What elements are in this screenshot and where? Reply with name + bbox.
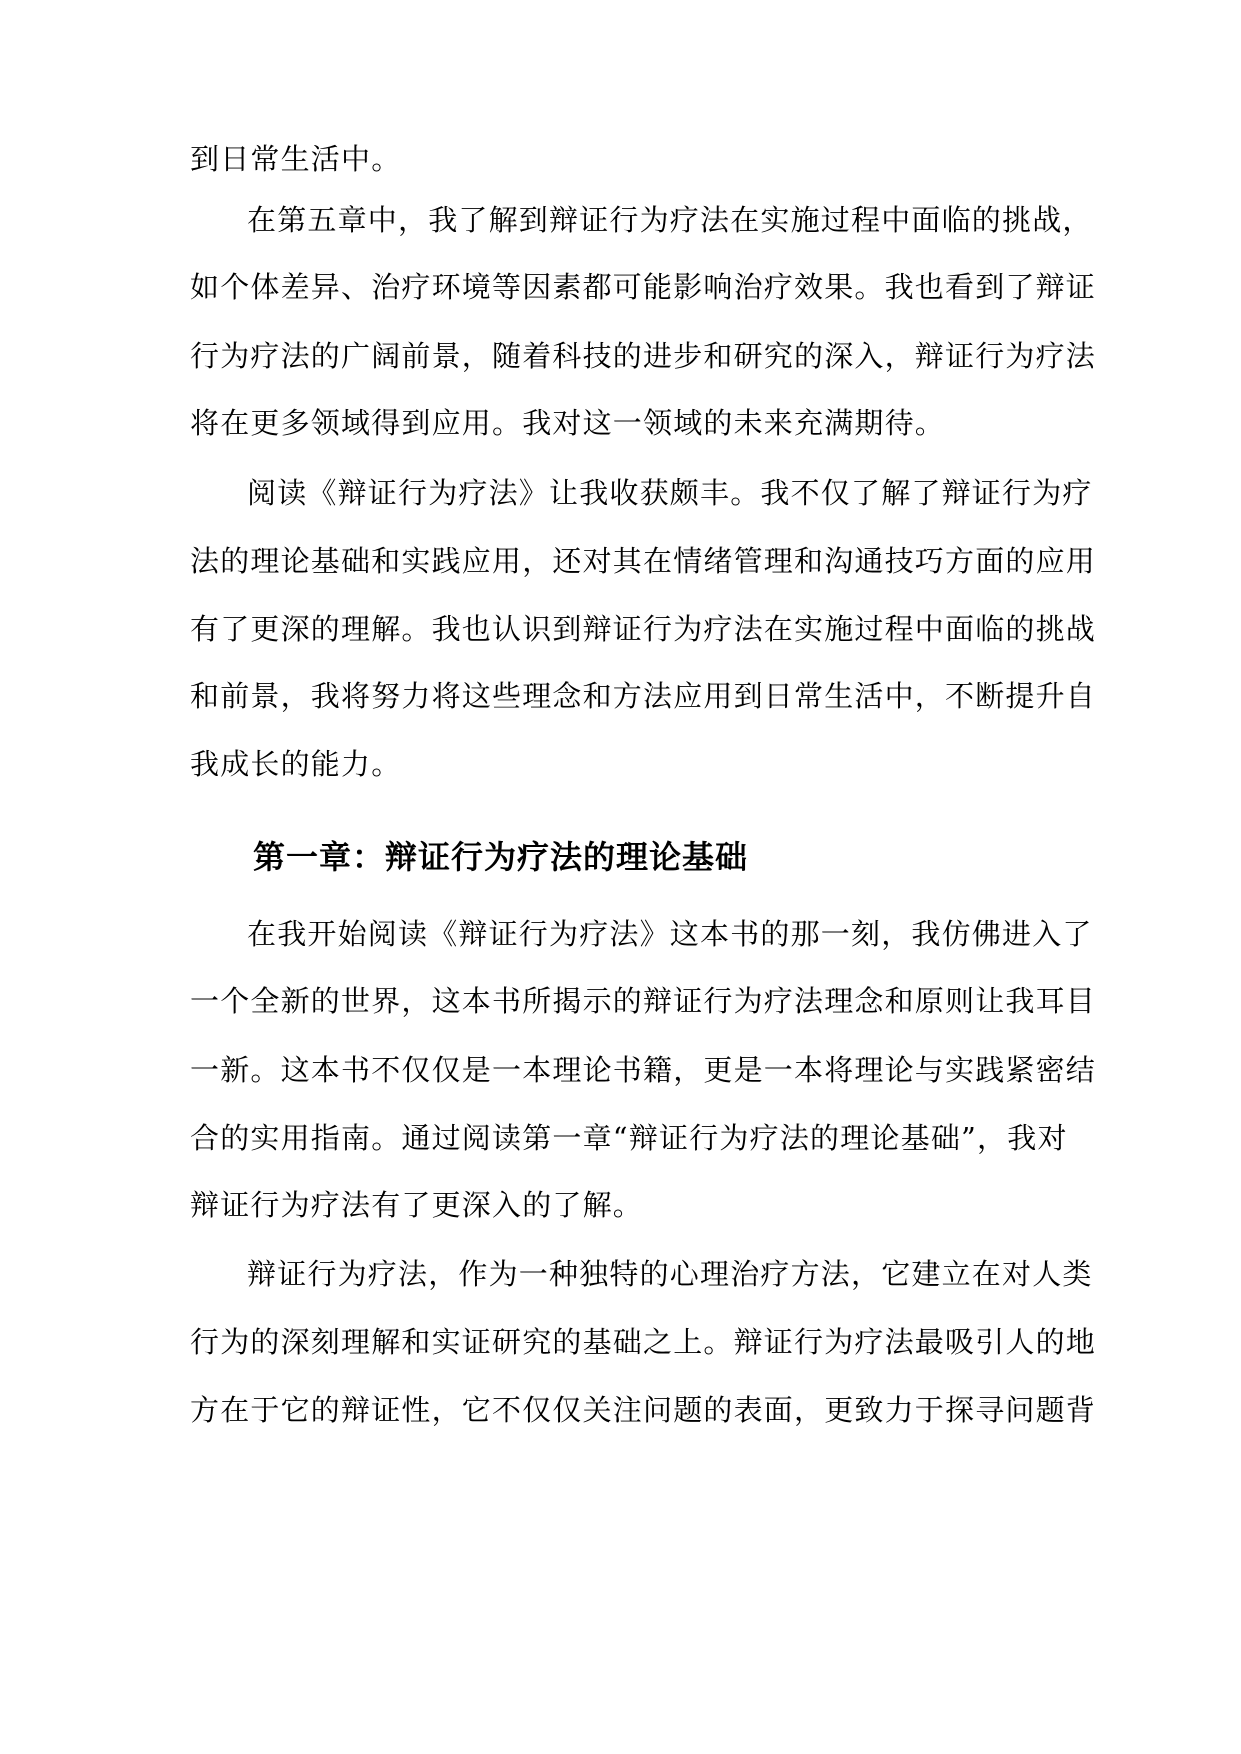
- paragraph-line: 辩证行为疗法，作为一种独特的心理治疗方法，它建立在对人类: [247, 1257, 1093, 1291]
- paragraph-line: 合的实用指南。通过阅读第一章“辩证行为疗法的理论基础”，我对: [190, 1121, 1068, 1155]
- paragraph-line: 行为的深刻理解和实证研究的基础之上。辩证行为疗法最吸引人的地: [190, 1325, 1097, 1359]
- paragraph-line: 一新。这本书不仅仅是一本理论书籍，更是一本将理论与实践紧密结: [190, 1053, 1097, 1087]
- paragraph-line: 行为疗法的广阔前景，随着科技的进步和研究的深入，辩证行为疗法: [190, 339, 1097, 373]
- paragraph-line: 有了更深的理解。我也认识到辩证行为疗法在实施过程中面临的挑战: [190, 612, 1097, 646]
- paragraph-line: 将在更多领域得到应用。我对这一领域的未来充满期待。: [190, 406, 946, 440]
- paragraph-line: 法的理论基础和实践应用，还对其在情绪管理和沟通技巧方面的应用: [190, 544, 1097, 578]
- paragraph-line: 在我开始阅读《辩证行为疗法》这本书的那一刻，我仿佛进入了: [247, 917, 1093, 951]
- paragraph-line: 辩证行为疗法有了更深入的了解。: [190, 1188, 644, 1222]
- paragraph-line: 我成长的能力。: [190, 747, 402, 781]
- paragraph-line: 方在于它的辩证性，它不仅仅关注问题的表面，更致力于探寻问题背: [190, 1393, 1097, 1427]
- paragraph-line: 一个全新的世界，这本书所揭示的辩证行为疗法理念和原则让我耳目: [190, 984, 1097, 1018]
- paragraph-line: 和前景，我将努力将这些理念和方法应用到日常生活中，不断提升自: [190, 679, 1097, 713]
- chapter-heading: 第一章：辩证行为疗法的理论基础: [253, 838, 749, 876]
- paragraph-line: 在第五章中，我了解到辩证行为疗法在实施过程中面临的挑战，: [247, 203, 1093, 237]
- paragraph-line: 阅读《辩证行为疗法》让我收获颇丰。我不仅了解了辩证行为疗: [247, 476, 1093, 510]
- paragraph-line: 到日常生活中。: [190, 142, 402, 176]
- paragraph-line: 如个体差异、治疗环境等因素都可能影响治疗效果。我也看到了辩证: [190, 270, 1097, 304]
